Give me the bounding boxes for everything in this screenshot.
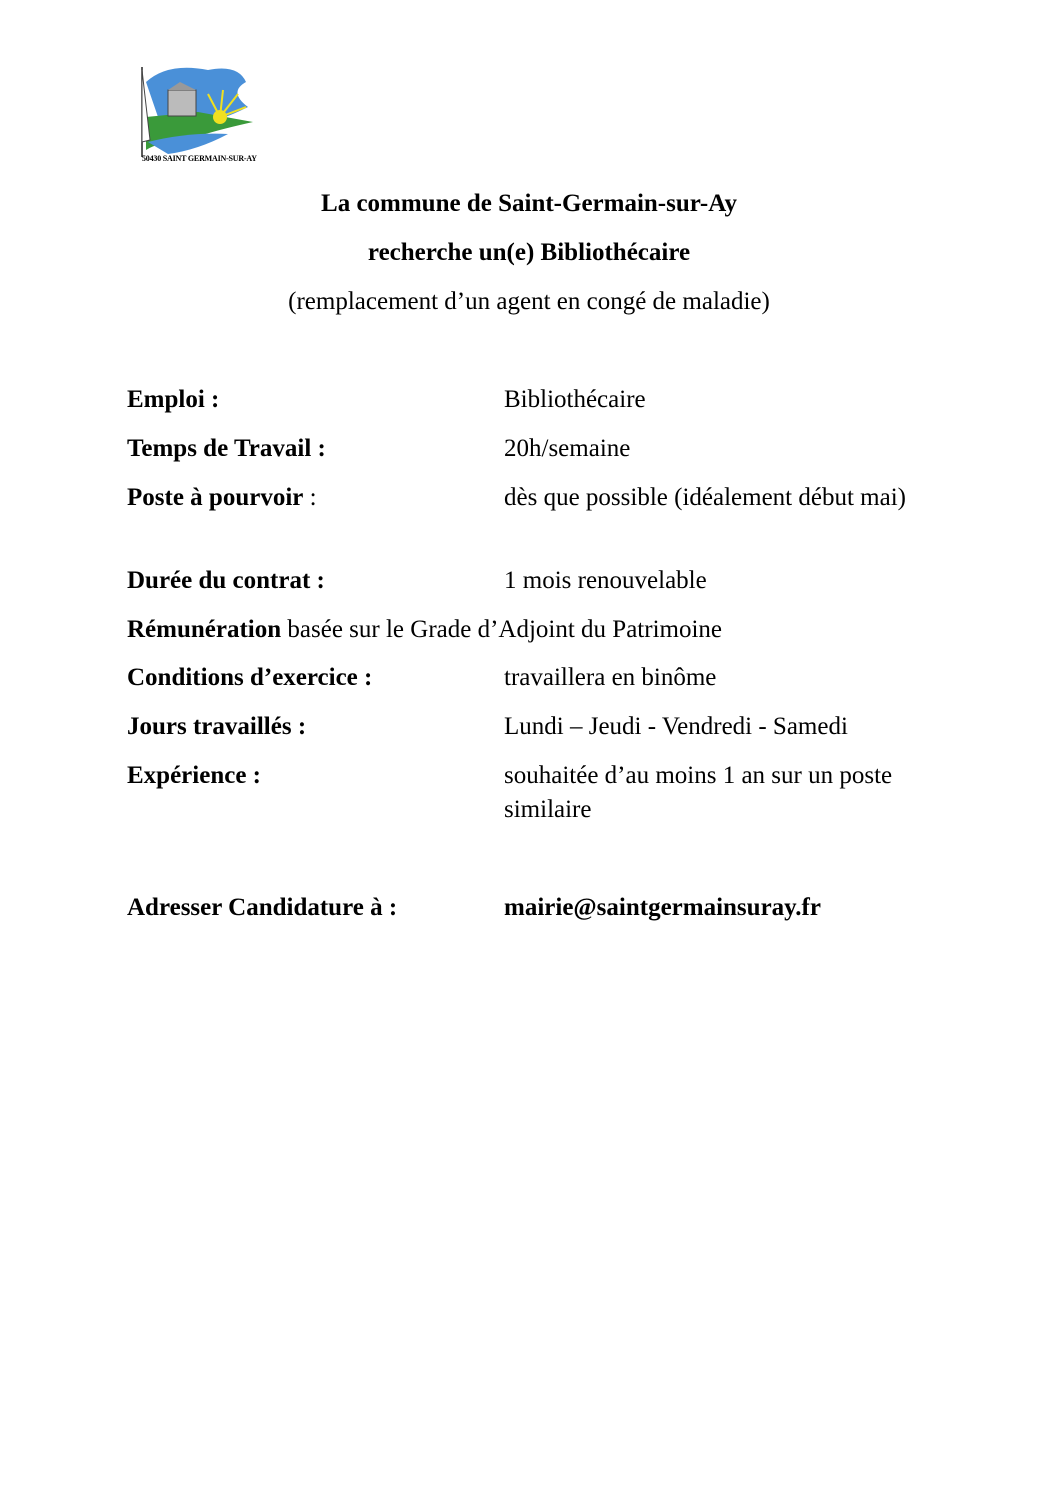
commune-logo xyxy=(128,62,263,166)
value-emploi: Bibliothécaire xyxy=(504,386,646,413)
label-poste-colon: : xyxy=(303,484,317,511)
label-emploi: Emploi : xyxy=(127,386,220,413)
value-duree: 1 mois renouvelable xyxy=(504,567,707,594)
email-link[interactable]: mairie@saintgermainsuray.fr xyxy=(504,894,821,921)
value-poste: dès que possible (idéalement début mai) xyxy=(504,484,906,511)
label-temps-travail: Temps de Travail : xyxy=(127,435,326,462)
heading-subtitle: (remplacement d’un agent en congé de maladie) xyxy=(288,288,770,315)
label-duree: Durée du contrat : xyxy=(127,567,325,594)
value-conditions: travaillera en binôme xyxy=(504,664,717,691)
label-jours: Jours travaillés : xyxy=(127,713,307,740)
label-poste xyxy=(127,481,317,515)
heading-commune: La commune de Saint-Germain-sur-Ay xyxy=(321,190,737,217)
value-jours: Lundi – Jeudi - Vendredi - Samedi xyxy=(504,713,848,740)
value-temps-travail: 20h/semaine xyxy=(504,435,631,462)
value-remuneration: basée sur le Grade d’Adjoint du Patrimoine xyxy=(281,616,723,643)
label-conditions: Conditions d’exercice : xyxy=(127,664,373,691)
label-poste-text: Poste à pourvoir xyxy=(127,484,304,511)
value-experience: souhaitée d’au moins 1 an sur un poste similaire xyxy=(504,762,893,823)
heading-recherche: recherche un(e) Bibliothécaire xyxy=(367,239,691,266)
label-experience: Expérience : xyxy=(127,762,261,789)
label-candidature: Adresser Candidature à : xyxy=(127,894,398,921)
logo-caption: 50430 SAINT GERMAIN-SUR-AY xyxy=(142,154,257,163)
label-remuneration: Rémunération xyxy=(127,616,282,643)
remuneration-line xyxy=(127,613,722,647)
